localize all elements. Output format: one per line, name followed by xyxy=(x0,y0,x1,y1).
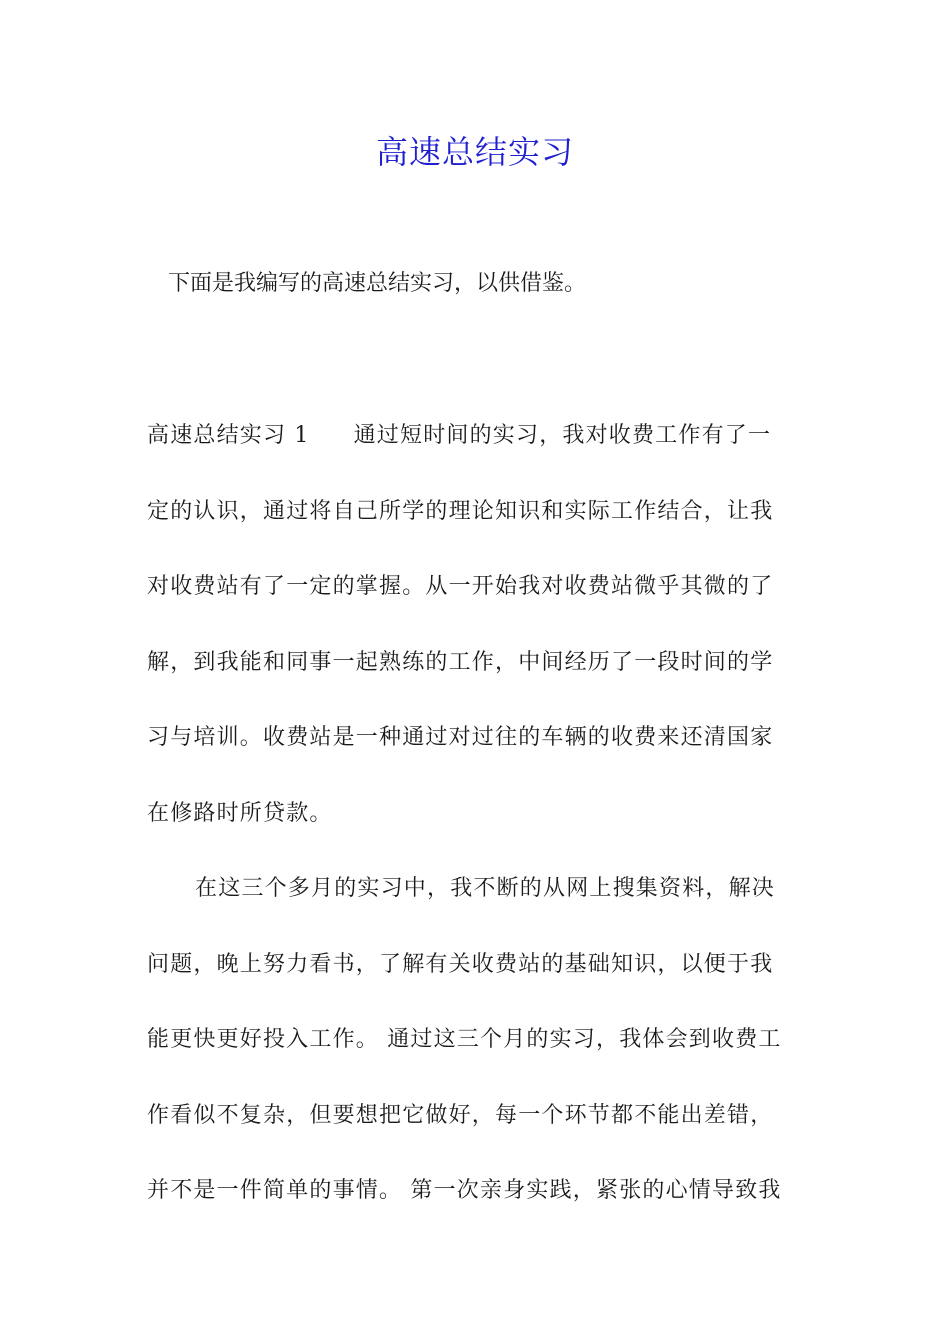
body-line-text: 通过短时间的实习，我对收费工作有了一 xyxy=(353,423,772,448)
intro-paragraph: 下面是我编写的高速总结实习，以供借鉴。 xyxy=(168,271,587,296)
body-line: 对收费站有了一定的掌握。从一开始我对收费站微乎其微的了 xyxy=(147,574,774,599)
body-text xyxy=(147,418,807,1249)
body-line: 解，到我能和同事一起熟练的工作，中间经历了一段时间的学 xyxy=(147,649,774,675)
document-title: 高速总结实习 xyxy=(375,133,574,171)
body-line: 定的认识，通过将自己所学的理论知识和实际工作结合，让我 xyxy=(147,498,774,524)
body-line: 问题，晚上努力看书，了解有关收费站的基础知识，以便于我 xyxy=(147,951,774,977)
body-line: 并不是一件简单的事情。 第一次亲身实践，紧张的心情导致我 xyxy=(147,1178,782,1203)
body-line: 能更快更好投入工作。 通过这三个月的实习，我体会到收费工 xyxy=(147,1027,782,1052)
body-line: 在这三个多月的实习中，我不断的从网上搜集资料，解决 xyxy=(195,876,776,901)
body-line: 作看似不复杂，但要想把它做好，每一个环节都不能出差错， xyxy=(147,1102,774,1128)
body-line xyxy=(147,418,807,494)
section-heading: 高速总结实习 1 xyxy=(147,423,310,448)
body-line: 习与培训。收费站是一种通过对过往的车辆的收费来还清国家 xyxy=(147,725,774,750)
body-line: 在修路时所贷款。 xyxy=(147,800,333,826)
